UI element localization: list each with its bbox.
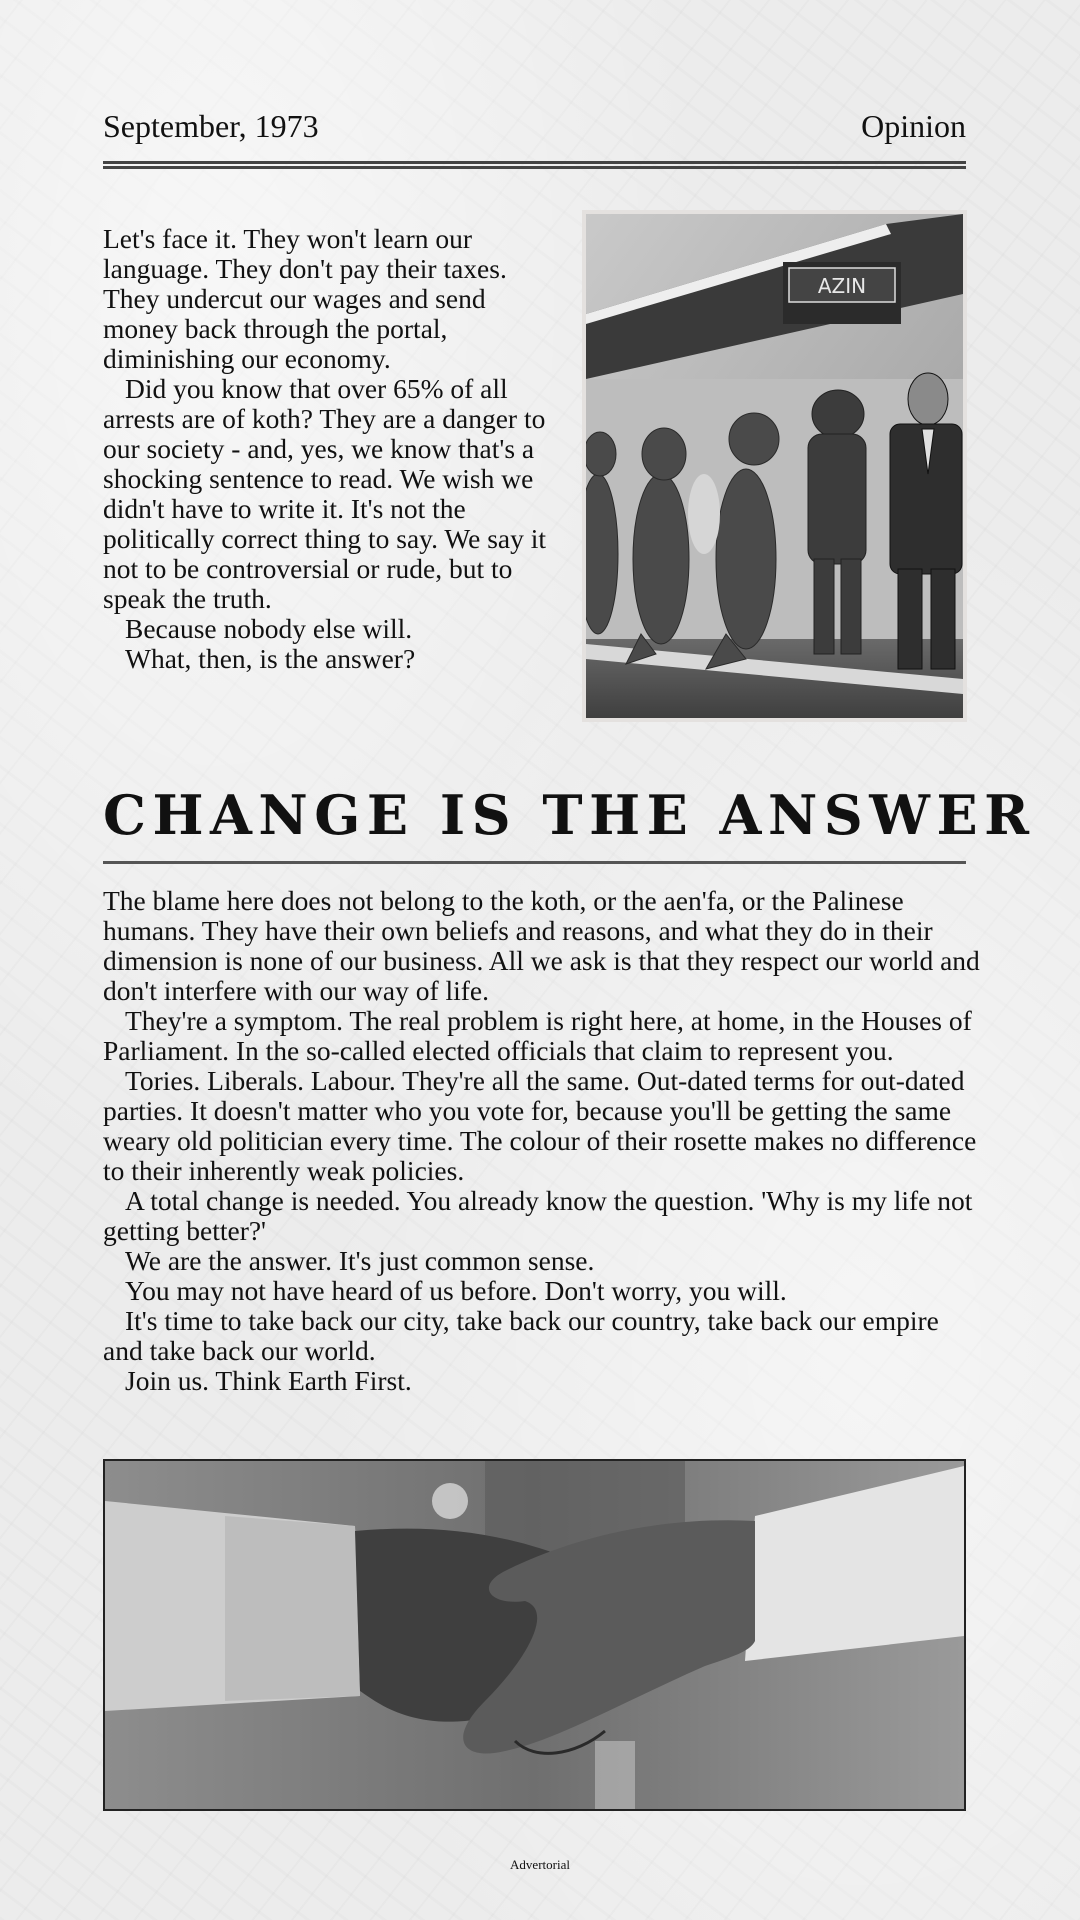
intro-paragraph: Because nobody else will. — [125, 613, 413, 644]
issue-date: September, 1973 — [103, 107, 319, 144]
masthead — [103, 104, 966, 148]
body-paragraph: They're a symptom. The real problem is right here, at home, in the Houses of Parliament. In the so-called elected officials that claim to represent you. — [103, 1005, 972, 1066]
body-paragraph: It's time to take back our city, take back our country, take back our empire and take back our world. — [103, 1305, 939, 1366]
body-paragraph: Tories. Liberals. Labour. They're all the same. Out-dated terms for out-dated parties. It doesn't matter who you vote for, because you'll be getting the same weary old politician every time. The colour of their rosette makes no difference to their inherently weak policies. — [103, 1065, 977, 1186]
body-paragraph: We are the answer. It's just common sense. — [125, 1245, 595, 1276]
body-paragraph: You may not have heard of us before. Don't worry, you will. — [125, 1275, 787, 1306]
intro-paragraph: Did you know that over 65% of all arrests are of koth? They are a danger to our society - and, yes, we know that's a shocking sentence to read. We wish we didn't have to write it. It's not the politically correct thing to say. We say it not to be controversial or rude, but to speak the truth. — [103, 373, 547, 614]
advertorial-label: Advertorial — [510, 1857, 570, 1872]
body-paragraph: The blame here does not belong to the koth, or the aen'fa, or the Palinese humans. They have their own beliefs and reasons, and what they do in their dimension is none of our business. All we ask is that they respect our world and don't interfere with our way of life. — [103, 885, 980, 1006]
header-double-rule — [103, 161, 966, 169]
headline: CHANGE IS THE ANSWER — [103, 783, 1036, 847]
article-body — [103, 886, 983, 1396]
intro-paragraph: Let's face it. They won't learn our language. They don't pay their taxes. They undercut our wages and send money back through the portal, diminishing our economy. — [103, 223, 507, 374]
shop-sign-text: AZIN — [817, 274, 867, 298]
koth-lineup-illustration — [586, 214, 963, 718]
section-label: Opinion — [861, 107, 966, 144]
handshake-illustration — [105, 1461, 964, 1809]
intro-paragraph: What, then, is the answer? — [125, 643, 416, 674]
headline-rule — [103, 861, 966, 864]
handshake-photo — [103, 1459, 966, 1811]
koth-lineup-photo — [582, 210, 967, 722]
body-paragraph: Join us. Think Earth First. — [125, 1365, 412, 1396]
intro-column — [103, 224, 563, 674]
body-paragraph: A total change is needed. You already know the question. 'Why is my life not getting better?' — [103, 1185, 973, 1246]
